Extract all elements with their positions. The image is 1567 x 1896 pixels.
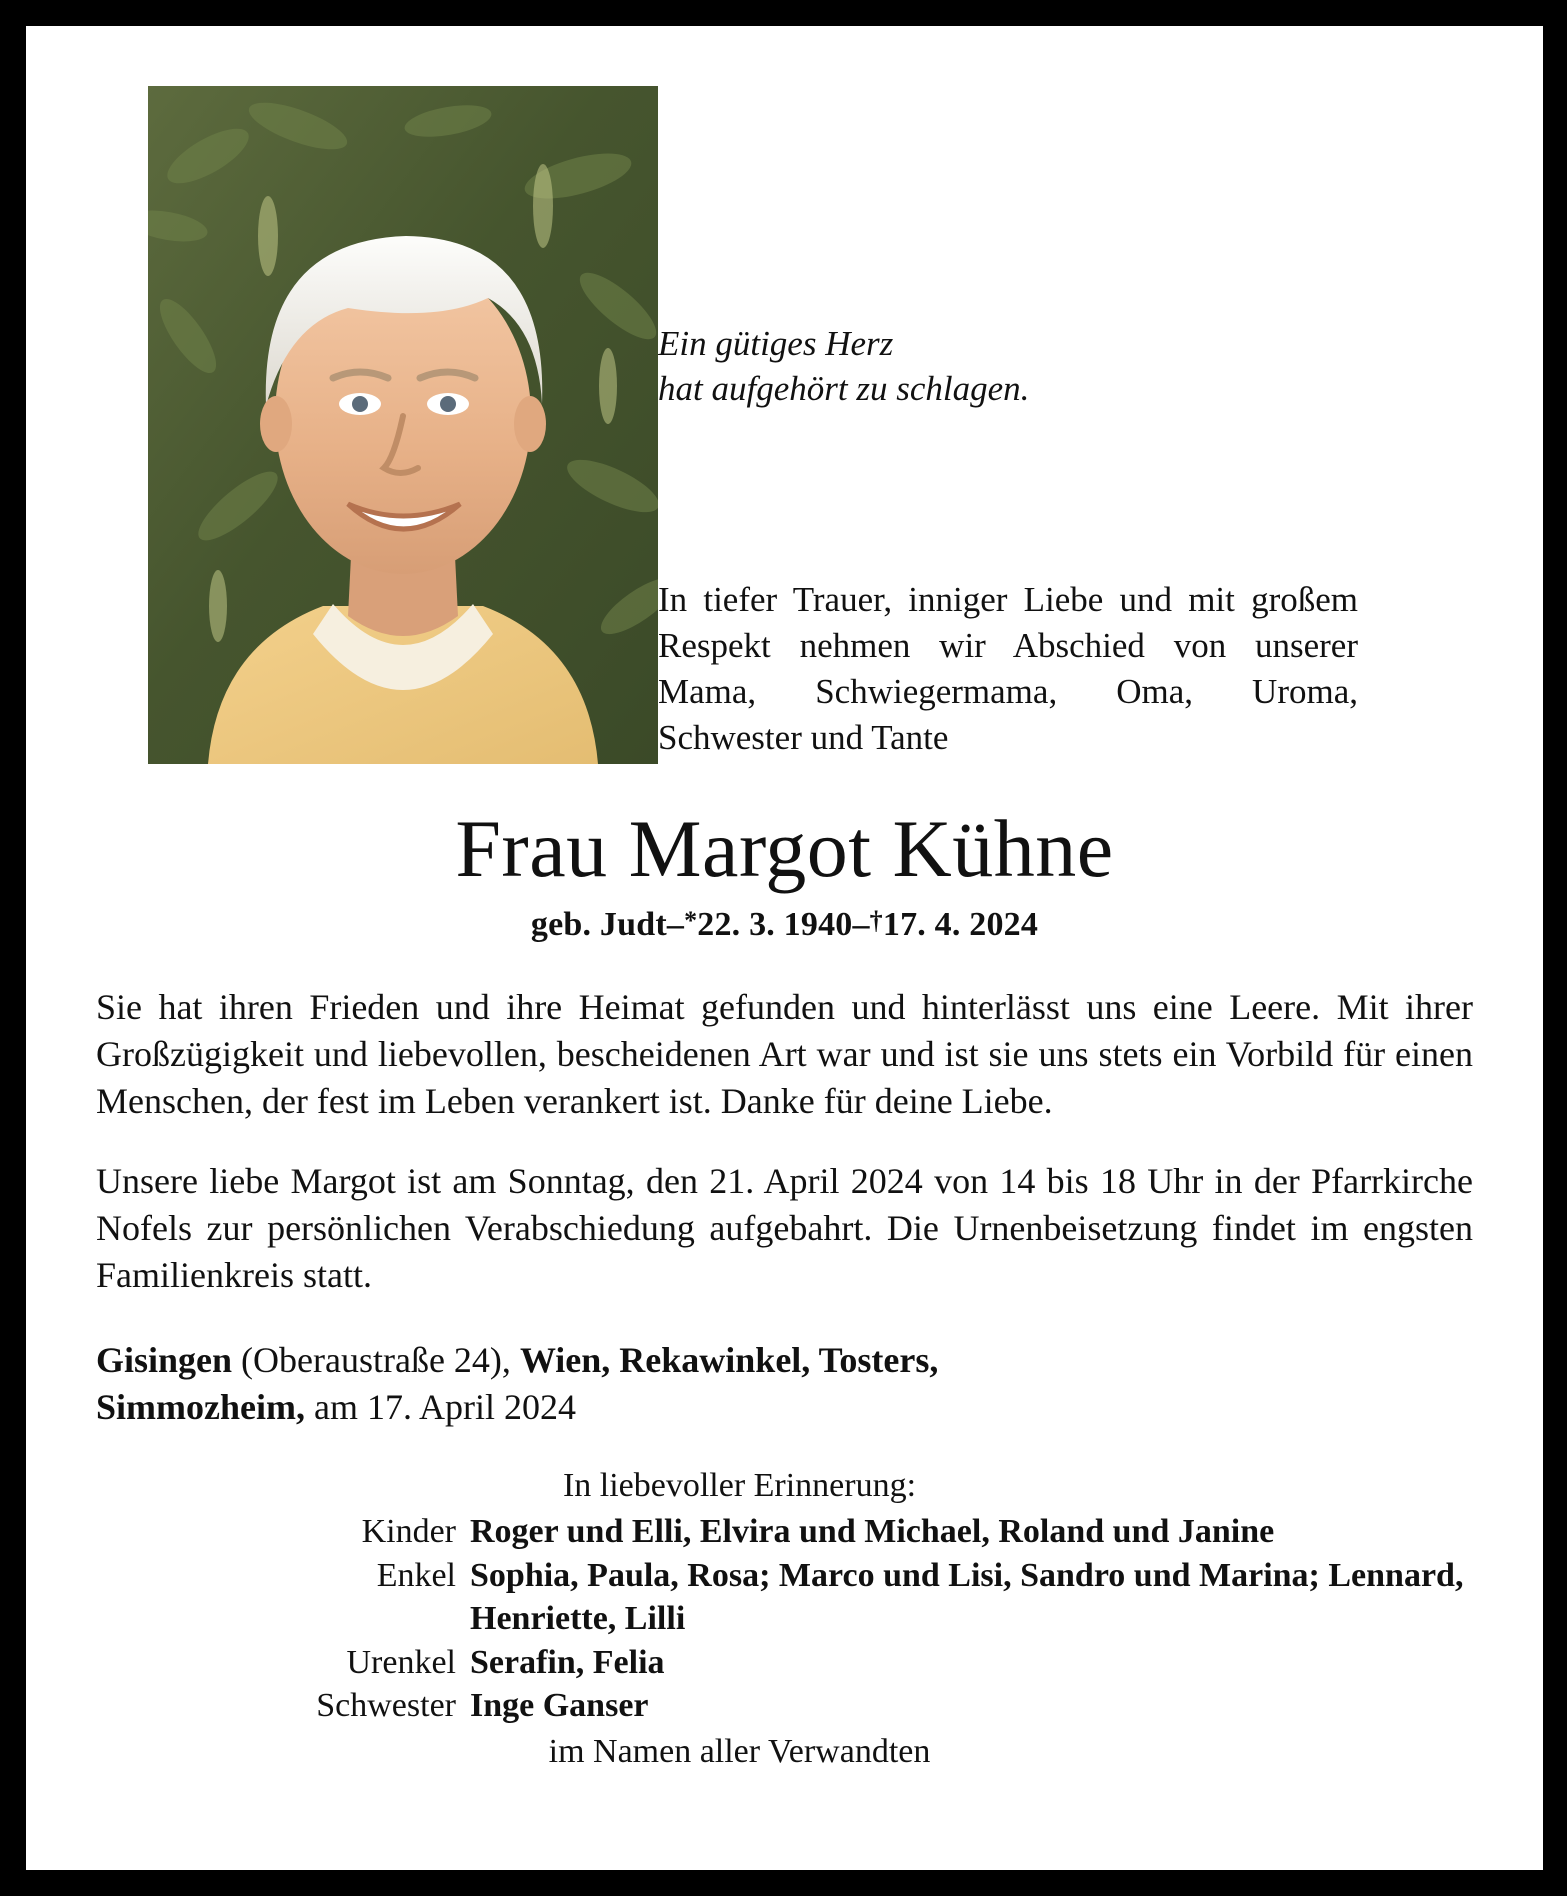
quote-line-2: hat aufgehört zu schlagen. bbox=[658, 368, 1030, 408]
memorial-paragraph-2: Unsere liebe Margot ist am Sonntag, den 21. April 2024 von 14 bis 18 Uhr in der Pfarrkirche Nofels zur persönlichen Verabschiedung aufgebahrt. Die Urnenbeisetzung findet im engsten Familienkreis statt. bbox=[96, 1161, 1473, 1296]
survivor-names-sister bbox=[470, 1684, 1473, 1728]
survivors-heading: In liebevoller Erinnerung: bbox=[562, 1467, 917, 1505]
survivor-names-children bbox=[470, 1510, 1473, 1554]
places-other-2: Simmozheim, bbox=[96, 1386, 305, 1427]
survivor-names-grandchildren-text: Sophia, Paula, Rosa; Marco und Lisi, Sandro und Marina; Lennard, Henriette, Lilli bbox=[470, 1556, 1464, 1638]
portrait-photo bbox=[148, 86, 658, 764]
places-and-date bbox=[96, 1337, 1473, 1431]
survivor-names-grandchildren bbox=[470, 1554, 1473, 1641]
birth-date: 22. 3. 1940 bbox=[697, 906, 853, 944]
obituary-card bbox=[26, 26, 1543, 1870]
survivor-label-greatgrandchildren: Urenkel bbox=[346, 1643, 456, 1681]
life-dates bbox=[96, 906, 1473, 944]
header-section bbox=[96, 86, 1473, 764]
death-cross-icon: † bbox=[869, 906, 883, 936]
memorial-paragraph-1: Sie hat ihren Frieden und ihre Heimat gefunden und hinterlässt uns eine Leere. Mit ihrer Großzügigkeit und liebevollen, bescheidenen Art war und ist sie uns stets ein Vorbild für einen Menschen, der fest im Leben verankert ist. Danke für deine Liebe. bbox=[96, 987, 1473, 1121]
survivor-names-sister-text: Inge Ganser bbox=[470, 1687, 649, 1725]
notice-date: am 17. April 2024 bbox=[304, 1386, 576, 1427]
dates-dash-1: – bbox=[666, 906, 685, 944]
places-other-1: Wien, Rekawinkel, Tosters, bbox=[519, 1339, 939, 1380]
survivor-label-sister: Schwester bbox=[316, 1687, 456, 1725]
survivors-list bbox=[96, 1510, 1473, 1728]
survivor-label-children: Kinder bbox=[361, 1512, 456, 1550]
intro-paragraph: In tiefer Trauer, inniger Liebe und mit großem Respekt nehmen wir Abschied von unserer Mama, Schwiegermama, Oma, Uroma, Schwester und Tante bbox=[658, 579, 1358, 758]
survivors-footer: im Namen aller Verwandten bbox=[548, 1732, 931, 1770]
survivor-label-grandchildren: Enkel bbox=[376, 1556, 456, 1594]
birth-star-icon: * bbox=[684, 906, 698, 936]
place-primary: Gisingen bbox=[96, 1339, 233, 1380]
maiden-name: geb. Judt bbox=[530, 906, 667, 944]
survivor-names-children-text: Roger und Elli, Elvira und Michael, Roland und Janine bbox=[470, 1512, 1275, 1550]
survivors-section bbox=[96, 1464, 1473, 1773]
quote-block bbox=[658, 322, 1473, 412]
quote-line-1: Ein gütiges Herz bbox=[658, 324, 894, 363]
photo-container bbox=[96, 86, 606, 764]
deceased-name: Frau Margot Kühne bbox=[455, 803, 1114, 894]
top-text-column bbox=[606, 86, 1473, 761]
death-date: 17. 4. 2024 bbox=[882, 906, 1039, 944]
dates-dash-2: – bbox=[852, 906, 870, 944]
survivor-names-greatgrandchildren bbox=[470, 1641, 1473, 1685]
place-address: (Oberaustraße 24), bbox=[232, 1339, 520, 1380]
survivor-names-greatgrandchildren-text: Serafin, Felia bbox=[470, 1643, 665, 1681]
